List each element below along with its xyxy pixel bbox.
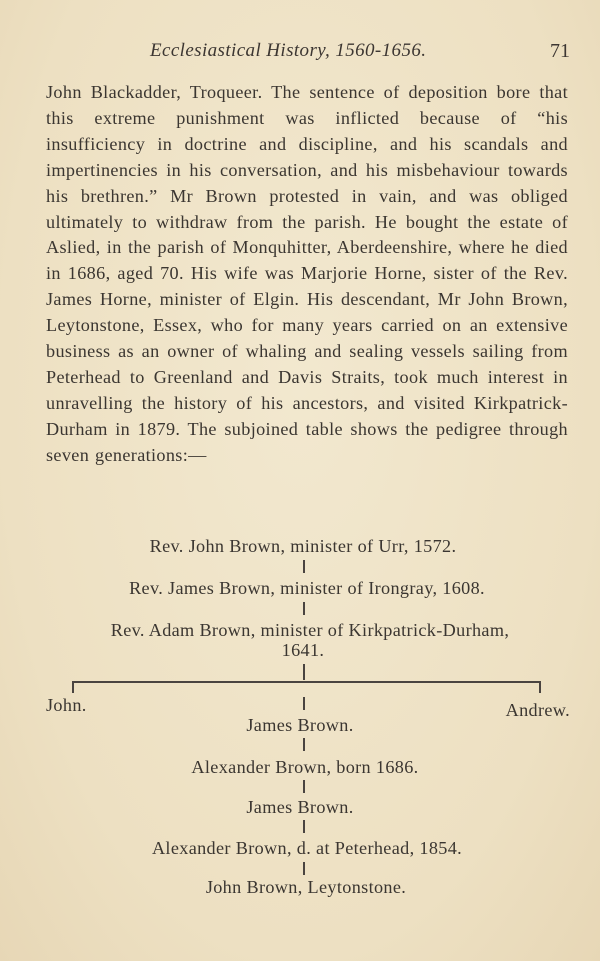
pedigree-gen3-line1: Rev. Adam Brown, minister of Kirkpatrick-Durham, (110, 620, 510, 640)
pedigree-son-james: James Brown. (246, 715, 354, 735)
body-paragraph: John Blackadder, Troqueer. The sentence of deposition bore that this extreme punishment was inflicted because of “his insufficiency in doctrine and discipline, and his scandals and impertinencies in his conversation, and his misbehaviour towards his brethren.” Mr Brown protested in vain, and was obliged ultimately to withdraw from the parish. He bought the estate of Aslied, in the parish of Monquhitter, Aberdeenshire, where he died in 1686, aged 70. His wife was Marjorie Horne, sister of the Rev. James Horne, minister of Elgin. His descendant, Mr John Brown, Leytonstone, Essex, who for many years carried on an extensive business as an owner of whaling and sealing vessels sailing from Peterhead to Greenland and Davis Straits, took much interest in unravelling the history of his ancestors, and visited Kirkpatrick-Durham in 1879. The subjoined table shows the pedigree through seven generations:— (46, 82, 568, 465)
connector-gen5-gen6 (303, 780, 305, 793)
connector-son-center (303, 697, 305, 710)
page-number: 71 (550, 40, 570, 62)
pedigree-son-john: John. (46, 695, 87, 715)
pedigree-gen5: Alexander Brown, born 1686. (191, 757, 419, 777)
connector-gen3-sons (303, 664, 305, 680)
sons-bracket-line (72, 681, 540, 683)
pedigree-gen6: James Brown. (246, 797, 354, 817)
connector-gen6-gen7 (303, 820, 305, 833)
connector-gen1-gen2 (303, 560, 305, 573)
connector-gen4-gen5 (303, 738, 305, 751)
running-head: Ecclesiastical History, 1560-1656. (150, 40, 427, 61)
connector-son-right (539, 681, 541, 693)
pedigree-son-andrew: Andrew. (505, 700, 570, 720)
pedigree-gen2: Rev. James Brown, minister of Irongray, 1608. (129, 578, 485, 598)
pedigree-gen8: John Brown, Leytonstone. (205, 877, 407, 897)
connector-gen2-gen3 (303, 602, 305, 615)
pedigree-gen1: Rev. John Brown, minister of Urr, 1572. (149, 536, 457, 556)
connector-son-left (72, 681, 74, 693)
pedigree-gen7: Alexander Brown, d. at Peterhead, 1854. (151, 838, 463, 858)
connector-gen7-gen8 (303, 862, 305, 875)
pedigree-gen3-line2: 1641. (281, 640, 325, 660)
